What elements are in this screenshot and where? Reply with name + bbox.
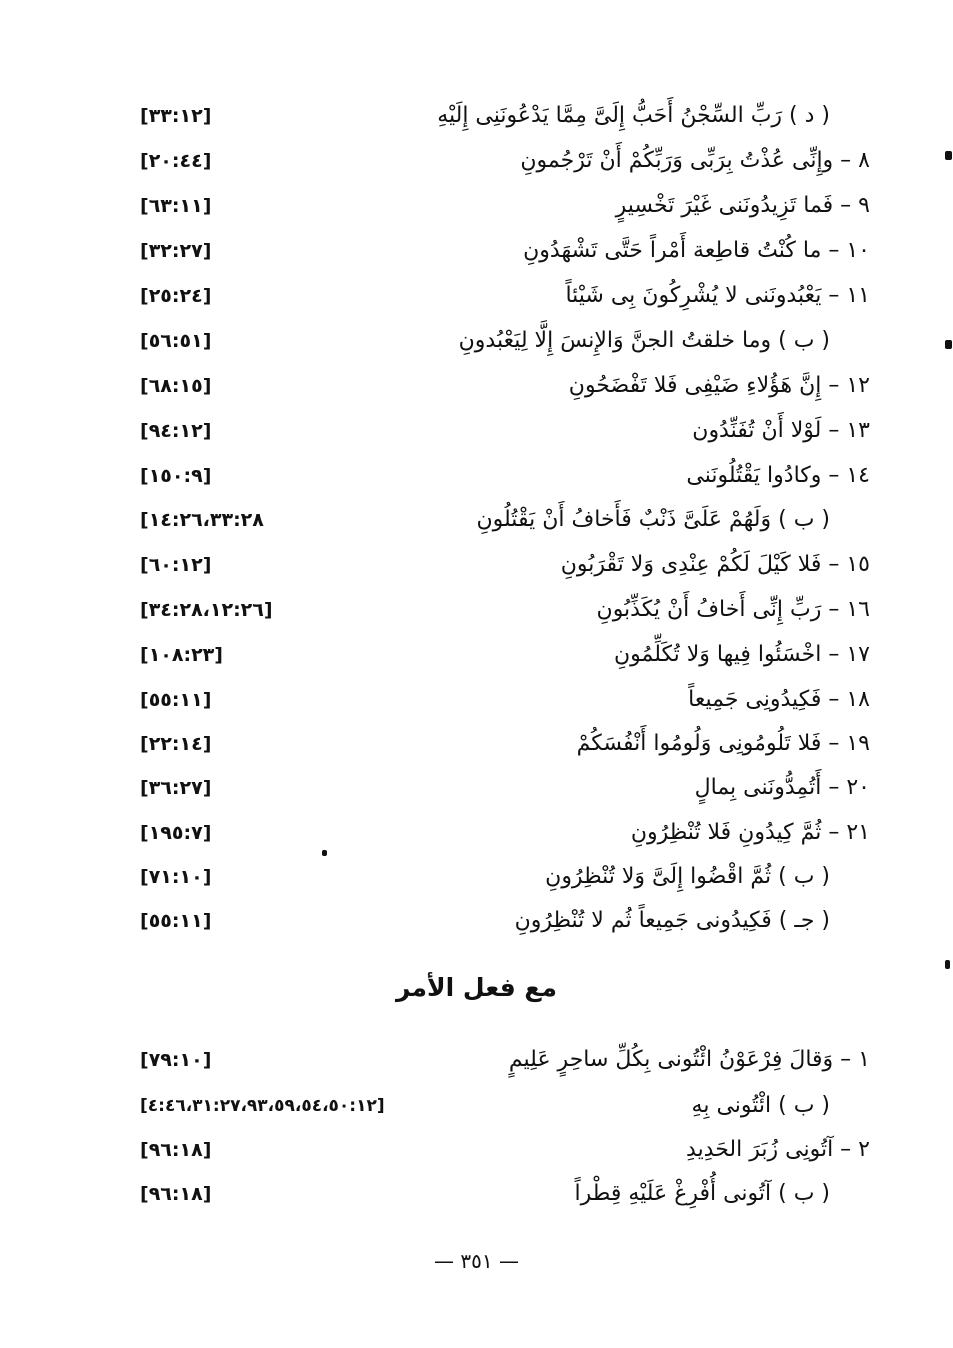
verse-text: ( ب ) آتُونى أُفْرِغْ عَلَيْهِ قِطْراً: [574, 1181, 830, 1206]
scan-mark: [322, 850, 327, 856]
section-heading: مع فعل الأمر: [396, 973, 557, 1002]
verse-text: ٢ – آتُونِى زُبَرَ الحَدِيدِ: [686, 1137, 870, 1162]
verse-reference: [٦٠:١٢]: [140, 554, 212, 576]
verse-line: [140, 1040, 870, 1080]
verse-line: [140, 366, 870, 406]
verse-text: ١٧ – اخْسَئُوا فِيها وَلا تُكَلِّمُونِ: [613, 642, 870, 667]
verse-line: [140, 901, 870, 941]
verse-reference: [٥٥:١١]: [140, 689, 212, 711]
scan-mark: [945, 340, 952, 349]
verse-reference: [٢٥:٢٤]: [140, 285, 212, 307]
verse-text: ١٩ – فَلا تَلُومُونِى وَلُومُوا أَنْفُسَكُمْ: [576, 731, 870, 756]
verse-line: [140, 186, 870, 226]
verse-line: [140, 411, 870, 451]
verse-reference: [٩٦:١٨]: [140, 1139, 212, 1161]
verse-line: [140, 276, 870, 316]
verse-line: [140, 635, 870, 675]
verse-line: [140, 1174, 870, 1214]
verse-reference: [٦٣:١١]: [140, 195, 212, 217]
verse-line: [140, 813, 870, 853]
verse-reference: [١٥٠:٩]: [140, 465, 212, 487]
verse-text: ( ب ) ثُمَّ اقْضُوا إِلَىَّ وَلا تُنْظِرُونِ: [545, 864, 830, 889]
verse-reference: [٢٠:٤٤]: [140, 150, 212, 172]
verse-text: ١ – وَقالَ فِرْعَوْنُ ائْتُونى بِكُلِّ ساحِرٍ عَلِيمٍ: [508, 1047, 870, 1072]
verse-text: ( د ) رَبِّ السِّجْنُ أَحَبُّ إِلَىَّ مِمَّا يَدْعُونَنِى إِلَيْهِ: [437, 103, 830, 128]
verse-reference: [١٤:٢٦،٣٣:٢٨: [140, 509, 264, 531]
verse-line: [140, 545, 870, 585]
verse-reference: [٥٦:٥١]: [140, 330, 212, 352]
verse-reference: [٩٦:١٨]: [140, 1183, 212, 1205]
verse-reference: [١٠٨:٢٣]: [140, 644, 223, 666]
verse-reference: [٤:٤٦،٣١:٢٧،٩٣،٥٩،٥٤،٥٠:١٢]: [140, 1096, 385, 1116]
verse-reference: [٩٤:١٢]: [140, 420, 212, 442]
verse-line: [140, 768, 870, 808]
scan-mark: [945, 151, 952, 160]
verse-text: ١٠ – ما كُنْتُ قاطِعة أَمْراً حَتَّى تَشْهَدُونِ: [523, 238, 870, 263]
verse-reference: [٥٥:١١]: [140, 910, 212, 932]
verse-text: ( ب ) وما خلقتُ الجنَّ وَالإِنسَ إِلَّا لِيَعْبُدونِ: [458, 328, 830, 353]
verse-line: [140, 590, 870, 630]
scan-mark: [945, 960, 950, 969]
verse-reference: [٣٦:٢٧]: [140, 777, 212, 799]
verse-reference: [٧١:١٠]: [140, 866, 212, 888]
verse-text: ١٢ – إِنَّ هَؤُلاءِ ضَيْفِى فَلا تَفْضَحُونِ: [568, 373, 870, 398]
verse-line: [140, 321, 870, 361]
verse-text: ( ب ) وَلَهُمْ عَلَىَّ ذَنْبٌ فَأَخافُ أَنْ يَقْتُلُونِ: [476, 507, 830, 532]
page-number: — ٣٥١ —: [434, 1249, 519, 1273]
verse-line: [140, 680, 870, 720]
verse-reference: [١٩٥:٧]: [140, 822, 212, 844]
verse-line: [140, 500, 870, 540]
verse-reference: [٣٢:٢٧]: [140, 240, 212, 262]
verse-reference: [٢٢:١٤]: [140, 733, 212, 755]
verse-line: [140, 141, 870, 181]
verse-line: [140, 857, 870, 897]
verse-text: ٢٠ – أَتُمِدُّونَنى بِمالٍ: [694, 775, 870, 800]
verse-text: ١٣ – لَوْلا أَنْ تُفَنِّدُون: [692, 418, 870, 443]
verse-line: [140, 1130, 870, 1170]
verse-reference: [٣٤:٢٨،١٢:٢٦]: [140, 599, 273, 621]
verse-line: [140, 1086, 870, 1126]
verse-reference: [٦٨:١٥]: [140, 375, 212, 397]
verse-line: [140, 724, 870, 764]
verse-text: ( جـ ) فَكِيدُونى جَمِيعاً ثُم لا تُنْظِرُونِ: [514, 908, 830, 933]
verse-text: ٩ – فَما تَزِيدُونَنى غَيْرَ تَخْسِيرٍ: [615, 193, 870, 218]
verse-text: ١١ – يَعْبُدونَنى لا يُشْرِكُونَ بِى شَيْئاً: [565, 283, 870, 308]
verse-text: ١٤ – وكادُوا يَقْتُلُونَنى: [686, 463, 870, 488]
verse-text: ١٥ – فَلا كَيْلَ لَكُمْ عِنْدِى وَلا تَقْرَبُونِ: [560, 552, 870, 577]
verse-reference: [٣٣:١٢]: [140, 105, 212, 127]
verse-line: [140, 456, 870, 496]
verse-reference: [٧٩:١٠]: [140, 1049, 212, 1071]
verse-text: ( ب ) ائْتُونى بِهِ: [691, 1093, 830, 1118]
verse-text: ٢١ – ثُمَّ كِيدُونِ فَلا تُنْظِرُونِ: [630, 820, 870, 845]
verse-text: ١٨ – فَكِيدُونِى جَمِيعاً: [688, 687, 870, 712]
verse-line: [140, 231, 870, 271]
verse-text: ٨ – وإِنِّى عُذْتُ بِرَبِّى وَرَبِّكُمْ أَنْ تَرْجُمونِ: [520, 148, 870, 173]
verse-line: [140, 96, 870, 136]
verse-text: ١٦ – رَبِّ إِنِّى أَخافُ أَنْ يُكَذِّبُونِ: [596, 597, 870, 622]
